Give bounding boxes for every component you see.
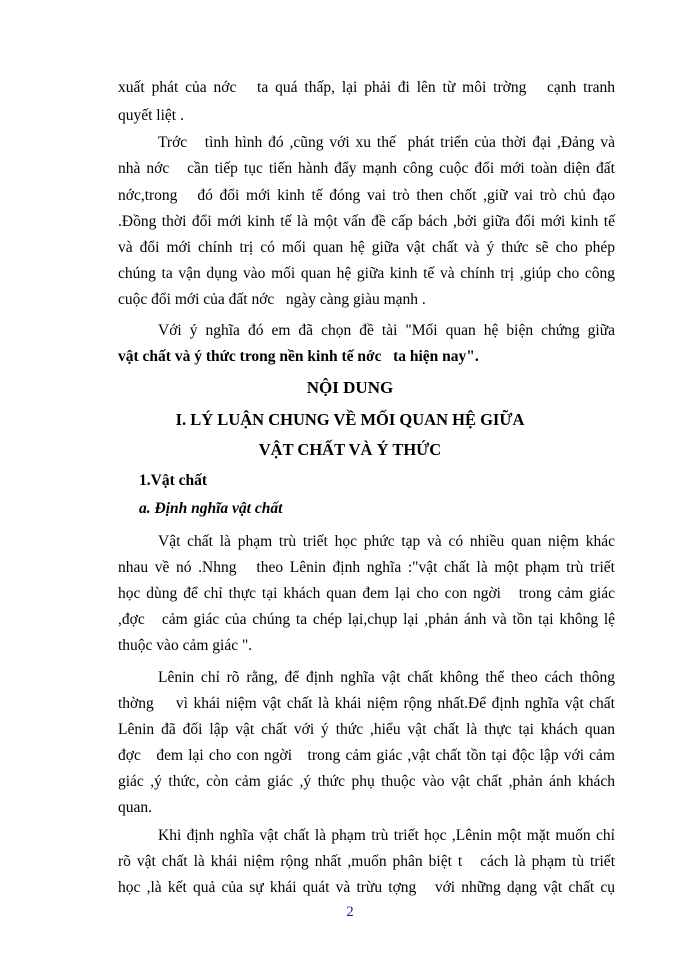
page-number: 2 bbox=[346, 904, 354, 920]
text-line: thuộc vào cảm giác ". bbox=[118, 637, 253, 654]
text-line: cuộc đổi mới của đất nớc ngày càng giàu mạnh . bbox=[118, 291, 426, 308]
text-line: rõ vật chất là khái niệm rộng nhất ,muốn phân biệt t cách là phạm tù triết bbox=[118, 853, 615, 870]
text-line: .Đồng thời đổi mới kinh tế là một vấn đề cấp bách ,bởi giữa đổi mới kinh tế bbox=[118, 213, 615, 230]
text-line: Lênin chỉ rõ rằng, để định nghĩa vật chất không thể theo cách thông bbox=[158, 669, 615, 686]
heading-section-1-cont: VẬT CHẤT VÀ Ý THỨC bbox=[258, 440, 442, 459]
text-line: nhà nớc cần tiếp tục tiến hành đẩy mạnh công cuộc đổi mới toàn diện đất bbox=[118, 160, 615, 177]
subheading-dinh-nghia: a. Định nghĩa vật chất bbox=[139, 500, 283, 517]
text-line: và đổi mới chính trị có mối quan hệ giữa vật chất và ý thức sẽ cho phép bbox=[118, 239, 615, 256]
text-line: quyết liệt . bbox=[118, 107, 184, 124]
text-line: Lênin đã đối lập vật chất với ý thức ,hiểu vật chất là thực tại khách quan bbox=[118, 721, 615, 738]
text-line: ,đợc cảm giác của chúng ta chép lại,chụp lại ,phản ánh và tồn tại không lệ bbox=[118, 611, 615, 628]
text-line: học ,là kết quả của sự khái quát và trừu tợng với những dạng vật chất cụ bbox=[118, 879, 615, 896]
text-line: chúng ta vận dụng vào mối quan hệ giữa kinh tế và chính trị ,giúp cho công bbox=[118, 265, 615, 282]
heading-noi-dung: NỘI DUNG bbox=[306, 378, 394, 397]
text-line: học dùng để chỉ thực tại khách quan đem lại cho con ngời trong cảm giác bbox=[118, 585, 615, 602]
text-line: quan. bbox=[118, 799, 153, 816]
topic-title-line: vật chất và ý thức trong nền kinh tế nớc ta hiện nay". bbox=[118, 348, 479, 365]
text-line: giác ,ý thức, còn cảm giác ,ý thức phụ thuộc vào vật chất ,phản ánh khách bbox=[118, 773, 615, 790]
text-line: nớc,trong đó đổi mới kinh tế đóng vai trò then chốt ,giữ vai trò chủ đạo bbox=[118, 187, 615, 204]
text-line: thờng vì khái niệm vật chất là khái niệm rộng nhất.Để định nghĩa vật chất bbox=[118, 695, 615, 712]
text-line: Khi định nghĩa vật chất là phạm trù triết học ,Lênin một mặt muốn chỉ bbox=[158, 827, 615, 844]
text-line: Trớc tình hình đó ,cũng với xu thế phát triển của thời đại ,Đảng và bbox=[158, 134, 615, 151]
text-line: đợc đem lại cho con ngời trong cảm giác ,vật chất tồn tại độc lập với cảm bbox=[118, 747, 615, 764]
text-line: Với ý nghĩa đó em đã chọn đề tài "Mối quan hệ biện chứng giữa bbox=[158, 322, 615, 339]
heading-section-1: I. LÝ LUẬN CHUNG VỀ MỐI QUAN HỆ GIỮA bbox=[175, 410, 525, 429]
text-line: xuất phát của nớc ta quá thấp, lại phải đi lên từ môi trờng cạnh tranh bbox=[118, 79, 615, 96]
text-line: nhau về nó .Nhng theo Lênin định nghĩa :"vật chất là một phạm trù triết bbox=[118, 559, 615, 576]
subheading-vat-chat: 1.Vật chất bbox=[139, 472, 208, 489]
text-line: Vật chất là phạm trù triết học phức tạp và có nhiều quan niệm khác bbox=[158, 533, 615, 550]
